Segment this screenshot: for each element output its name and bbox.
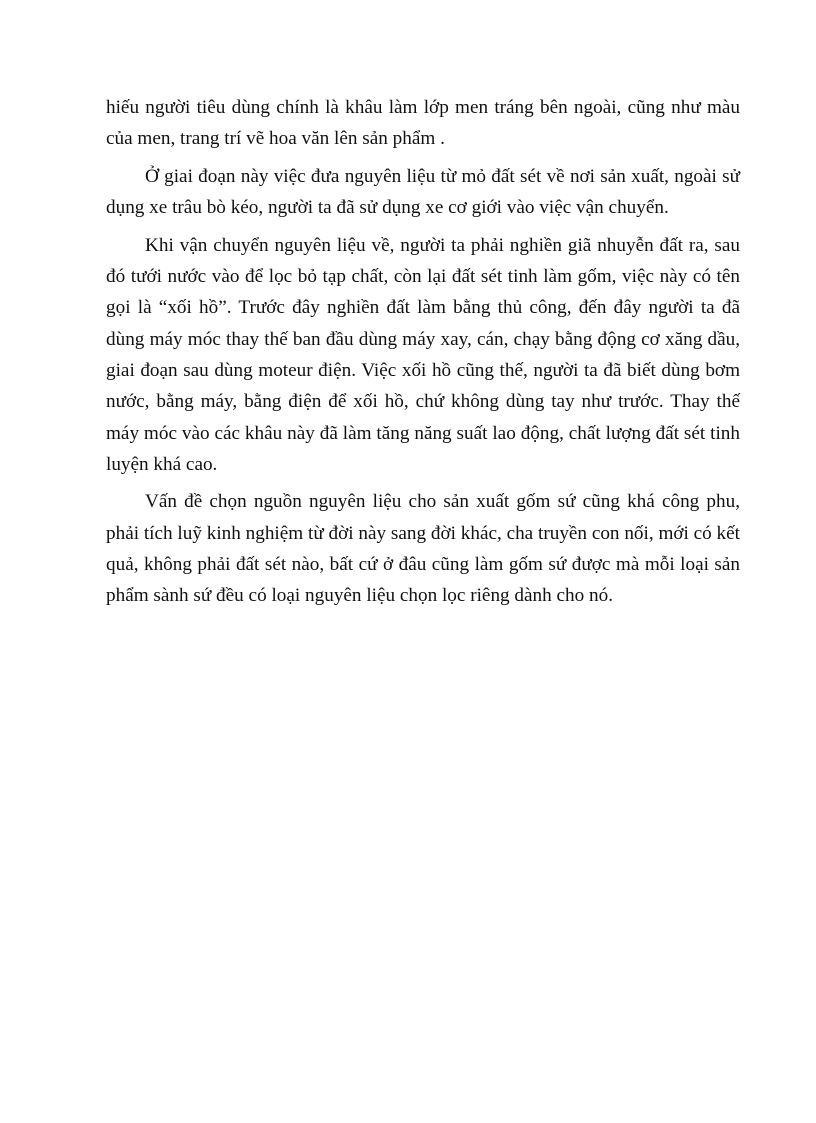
paragraph-material-selection: Vấn đề chọn nguồn nguyên liệu cho sản xuất gốm sứ cũng khá công phu, phải tích luỹ kinh nghiệm từ đời này sang đời khác, cha truyền con nối, mới có kết quả, không phải đất sét nào, bất cứ ở đâu cũng làm gốm sứ được mà mỗi loại sản phẩm sành sứ đều có loại nguyên liệu chọn lọc riêng dành cho nó. bbox=[106, 491, 740, 607]
paragraph-processing: Khi vận chuyển nguyên liệu về, người ta phải nghiền giã nhuyễn đất ra, sau đó tưới nước vào để lọc bỏ tạp chất, còn lại đất sét tinh làm gốm, việc này có tên gọi là “xối hồ”. Trước đây nghiền đất làm bằng thủ công, đến đây người ta đã dùng máy móc thay thế ban đầu dùng máy xay, cán, chạy bằng động cơ xăng dầu, giai đoạn sau dùng moteur điện. Việc xối hồ cũng thế, người ta đã biết dùng bơm nước, bằng máy, bằng điện để xối hồ, chứ không dùng tay như trước. Thay thế máy móc vào các khâu này đã làm tăng năng suất lao động, chất lượng đất sét tinh luyện khá cao. bbox=[106, 234, 740, 475]
paragraph-transport: Ở giai đoạn này việc đưa nguyên liệu từ mỏ đất sét về nơi sản xuất, ngoài sử dụng xe trâu bò kéo, người ta đã sử dụng xe cơ giới vào việc vận chuyển. bbox=[106, 165, 740, 219]
document-body bbox=[106, 92, 740, 612]
paragraph-continuation: hiếu người tiêu dùng chính là khâu làm lớp men tráng bên ngoài, cũng như màu của men, trang trí vẽ hoa văn lên sản phẩm . bbox=[106, 97, 740, 150]
